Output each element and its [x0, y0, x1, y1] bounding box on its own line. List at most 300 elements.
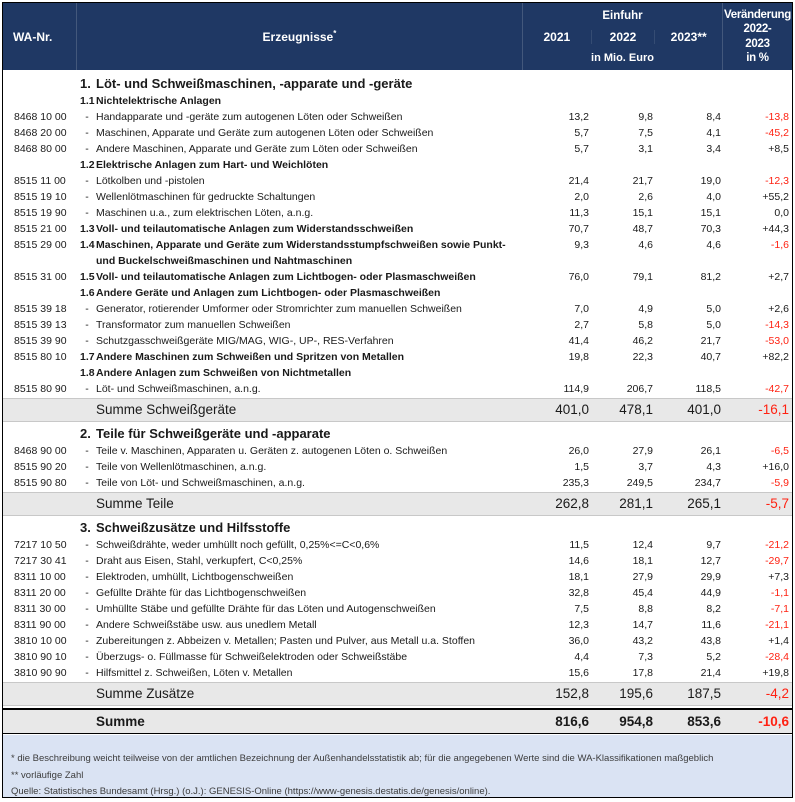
- value-change: -7,1: [770, 603, 789, 615]
- value-2023: 26,1: [700, 445, 721, 457]
- table-row: [3, 221, 792, 237]
- value-2023: 8,2: [706, 603, 721, 615]
- value-2023: 29,9: [700, 571, 721, 583]
- sum-row: [3, 492, 792, 516]
- product-label: Überzugs- o. Füllmasse für Schweißelektroden oder Schweißstäbe: [96, 651, 408, 663]
- wa-number-cell: 8311 20 00: [14, 587, 66, 599]
- value-2023: 44,9: [700, 587, 721, 599]
- value-change: -14,3: [765, 319, 789, 331]
- dash-marker: -: [85, 319, 89, 331]
- change-period-line2: 2023: [745, 37, 770, 50]
- product-cell: [76, 141, 523, 157]
- value-2021: 152,8: [555, 686, 589, 701]
- value-change: +7,3: [768, 571, 789, 583]
- value-2021: 18,1: [568, 571, 589, 583]
- table-row: [3, 141, 792, 157]
- wa-number-cell: 8468 20 00: [14, 127, 67, 139]
- product-label: Maschinen u.a., zum elektrischen Löten, a.n.g.: [96, 207, 314, 219]
- dash-marker: -: [85, 111, 89, 123]
- value-2022: 4,6: [638, 239, 653, 251]
- wa-number-cell: 8515 39 13: [14, 319, 67, 331]
- product-cell: [76, 402, 523, 418]
- sum-row: [3, 398, 792, 422]
- table-row: [3, 109, 792, 125]
- product-label: Summe Teile: [96, 496, 174, 511]
- value-2022: 22,3: [632, 351, 653, 363]
- sum-row: [3, 682, 792, 706]
- table-row: [3, 601, 792, 617]
- value-2023: 5,2: [706, 651, 721, 663]
- product-label: Zubereitungen z. Abbeizen v. Metallen; Pasten und Pulver, aus Metall u.a. Stoffen: [96, 635, 476, 647]
- product-label: Handapparate und -geräte zum autogenen Löten oder Schweißen: [96, 111, 403, 123]
- value-2021: 36,0: [568, 635, 589, 647]
- section-number: 1.8: [80, 367, 95, 379]
- section-number: 2.: [80, 426, 91, 441]
- value-2023: 3,4: [706, 143, 721, 155]
- value-2022: 206,7: [626, 383, 653, 395]
- dash-marker: -: [85, 461, 89, 473]
- wa-number-cell: 8515 90 20: [14, 461, 67, 473]
- product-cell: [76, 333, 523, 349]
- product-cell: [76, 189, 523, 205]
- footnotes-area: [3, 735, 792, 798]
- value-2021: 235,3: [562, 477, 589, 489]
- value-change: -6,5: [770, 445, 789, 457]
- table-row: [3, 381, 792, 397]
- value-2022: 7,5: [638, 127, 653, 139]
- value-change: -5,7: [765, 496, 789, 511]
- value-2023: 40,7: [700, 351, 721, 363]
- value-2022: 478,1: [619, 402, 653, 417]
- dash-marker: -: [85, 335, 89, 347]
- product-label: Teile für Schweißgeräte und -apparate: [96, 426, 331, 441]
- value-2021: 2,0: [574, 191, 589, 203]
- value-change: +19,8: [762, 667, 789, 679]
- value-2022: 43,2: [632, 635, 653, 647]
- table-row: [3, 569, 792, 585]
- subsection-heading-row: [3, 365, 792, 381]
- value-change: +1,4: [768, 635, 789, 647]
- value-change: -16,1: [758, 402, 789, 417]
- erzeugnisse-footnote-marker: *: [333, 29, 337, 38]
- table-row: [3, 585, 792, 601]
- product-label: Generator, rotierender Umformer oder Stromrichter zum manuellen Schweißen: [96, 303, 462, 315]
- wa-number-cell: 8311 30 00: [14, 603, 66, 615]
- value-2021: 26,0: [568, 445, 589, 457]
- value-2022: 3,7: [638, 461, 653, 473]
- table-row: [3, 443, 792, 459]
- erzeugnisse-label: Erzeugnisse: [262, 29, 334, 44]
- product-cell: [76, 237, 523, 269]
- value-2021: 5,7: [574, 143, 589, 155]
- table-row: [3, 649, 792, 665]
- value-2023: 9,7: [706, 539, 721, 551]
- value-2021: 2,7: [574, 319, 589, 331]
- value-2022: 48,7: [632, 223, 653, 235]
- value-2022: 79,1: [632, 271, 653, 283]
- product-label: Andere Geräte und Anlagen zum Lichtbogen- oder Plasmaschweißen: [96, 287, 441, 299]
- product-label: Schweißzusätze und Hilfsstoffe: [96, 520, 291, 535]
- wa-number-cell: 8311 90 00: [14, 619, 66, 631]
- product-cell: [76, 520, 523, 536]
- table-row: [3, 317, 792, 333]
- value-2022: 5,8: [638, 319, 653, 331]
- dash-marker: -: [85, 383, 89, 395]
- value-2021: 21,4: [568, 175, 589, 187]
- table-row: [3, 125, 792, 141]
- value-2023: 853,6: [687, 713, 721, 729]
- value-change: -28,4: [765, 651, 789, 663]
- dash-marker: -: [85, 127, 89, 139]
- dash-marker: -: [85, 207, 89, 219]
- product-label: Transformator zum manuellen Schweißen: [96, 319, 291, 331]
- section-number: [76, 686, 96, 702]
- product-label: Voll- und teilautomatische Anlagen zum Widerstandsschweißen: [96, 223, 414, 235]
- product-cell: [76, 475, 523, 491]
- dash-marker: -: [85, 651, 89, 663]
- product-label: Andere Maschinen, Apparate und Geräte zum Löten oder Schweißen: [96, 143, 418, 155]
- product-cell: [76, 601, 523, 617]
- dash-marker: -: [85, 635, 89, 647]
- table-row: [3, 617, 792, 633]
- product-cell: [76, 76, 523, 92]
- value-change: -42,7: [765, 383, 789, 395]
- product-label: Löt- und Schweißmaschinen, -apparate und -geräte: [96, 76, 413, 91]
- value-2021: 76,0: [568, 271, 589, 283]
- section-heading-row: [3, 517, 792, 537]
- value-2022: 281,1: [619, 496, 653, 511]
- value-2022: 7,3: [638, 651, 653, 663]
- product-label: Elektroden, umhüllt, Lichtbogenschweißen: [96, 571, 294, 583]
- value-2023: 4,1: [706, 127, 721, 139]
- wa-number-cell: 8311 10 00: [14, 571, 66, 583]
- wa-number-cell: 3810 90 90: [14, 667, 67, 679]
- product-label: Andere Maschinen zum Schweißen und Spritzen von Metallen: [96, 351, 405, 363]
- wa-number-cell: 8515 11 00: [14, 175, 66, 187]
- product-cell: [76, 381, 523, 397]
- value-2022: 27,9: [632, 571, 653, 583]
- dash-marker: -: [85, 555, 89, 567]
- section-number: 1.2: [80, 159, 95, 171]
- wa-number-cell: 8468 10 00: [14, 111, 67, 123]
- product-cell: [76, 686, 523, 702]
- value-2021: 13,2: [568, 111, 589, 123]
- value-change: -29,7: [765, 555, 789, 567]
- wa-number-cell: 8515 29 00: [14, 239, 67, 251]
- product-cell: [76, 553, 523, 569]
- product-label: Elektrische Anlagen zum Hart- und Weichlöten: [96, 159, 329, 171]
- value-change: -5,9: [770, 477, 789, 489]
- section-number: 1.: [80, 76, 91, 91]
- value-change: -12,3: [765, 175, 789, 187]
- value-2021: 4,4: [574, 651, 589, 663]
- product-label: Andere Anlagen zum Schweißen von Nichtmetallen: [96, 367, 352, 379]
- product-label: Summe Schweißgeräte: [96, 402, 237, 417]
- value-2023: 11,6: [701, 619, 721, 631]
- table-row: [3, 459, 792, 475]
- section-number: 3.: [80, 520, 91, 535]
- table-row: [3, 537, 792, 553]
- value-2023: 19,0: [700, 175, 721, 187]
- value-2023: 81,2: [700, 271, 721, 283]
- value-2023: 401,0: [687, 402, 721, 417]
- table-row: [3, 269, 792, 285]
- value-2022: 15,1: [632, 207, 653, 219]
- value-2021: 7,5: [574, 603, 589, 615]
- value-2022: 9,8: [638, 111, 653, 123]
- product-label: Teile von Löt- und Schweißmaschinen, a.n.g.: [96, 477, 305, 489]
- value-2022: 954,8: [619, 713, 653, 729]
- value-2021: 11,5: [569, 539, 589, 551]
- value-2021: 11,3: [569, 207, 589, 219]
- col-group-einfuhr: [522, 3, 722, 70]
- footnote-double-asterisk: ** vorläufige Zahl: [11, 769, 84, 781]
- value-2022: 27,9: [632, 445, 653, 457]
- value-2022: 14,7: [632, 619, 653, 631]
- product-cell: [76, 633, 523, 649]
- product-cell: [76, 173, 523, 189]
- table-row: [3, 475, 792, 491]
- wa-number-cell: 8468 80 00: [14, 143, 67, 155]
- dash-marker: -: [85, 587, 89, 599]
- value-2021: 816,6: [555, 713, 589, 729]
- value-2021: 401,0: [555, 402, 589, 417]
- value-2023: 4,3: [706, 461, 721, 473]
- value-2023: 265,1: [687, 496, 721, 511]
- value-2022: 195,6: [619, 686, 653, 701]
- value-change: +55,2: [762, 191, 789, 203]
- table-row: [3, 205, 792, 221]
- unit-label: in Mio. Euro: [591, 52, 654, 64]
- section-number: 1.5: [80, 271, 95, 283]
- dash-marker: -: [85, 477, 89, 489]
- product-label: Hilfsmittel z. Schweißen, Löten v. Metallen: [96, 667, 293, 679]
- product-label: Schweißdrähte, weder umhüllt noch gefüllt, 0,25%<=C<0,6%: [96, 539, 380, 551]
- wa-number-cell: 7217 30 41: [14, 555, 67, 567]
- product-cell: [76, 714, 523, 730]
- product-cell: [76, 585, 523, 601]
- value-2021: 70,7: [568, 223, 589, 235]
- value-2023: 5,0: [706, 319, 721, 331]
- product-cell: [76, 269, 523, 285]
- product-cell: [76, 301, 523, 317]
- subsection-heading-row: [3, 93, 792, 109]
- table-row: [3, 237, 792, 269]
- value-2023: 5,0: [706, 303, 721, 315]
- value-2021: 32,8: [568, 587, 589, 599]
- product-cell: [76, 285, 523, 301]
- product-cell: [76, 109, 523, 125]
- value-change: -10,6: [758, 713, 789, 729]
- value-change: -21,1: [765, 619, 789, 631]
- grand-total-row: [3, 708, 792, 734]
- change-period-line1: 2022-: [743, 23, 772, 36]
- value-2023: 187,5: [687, 686, 721, 701]
- table-row: [3, 173, 792, 189]
- wa-number-cell: 8515 80 90: [14, 383, 67, 395]
- product-cell: [76, 221, 523, 237]
- product-label: Wellenlötmaschinen für gedruckte Schaltungen: [96, 191, 316, 203]
- table-row: [3, 349, 792, 365]
- section-heading-row: [3, 423, 792, 443]
- product-label: Andere Schweißstäbe usw. aus unedlem Metall: [96, 619, 317, 631]
- product-label: Teile von Wellenlötmaschinen, a.n.g.: [96, 461, 267, 473]
- col-header-erzeugnisse: [76, 3, 522, 70]
- value-change: -53,0: [765, 335, 789, 347]
- value-2021: 9,3: [574, 239, 589, 251]
- product-label: Nichtelektrische Anlagen: [96, 95, 222, 107]
- value-2021: 5,7: [574, 127, 589, 139]
- product-cell: [76, 93, 523, 109]
- section-number: 1.4: [80, 239, 95, 251]
- value-2021: 1,5: [574, 461, 589, 473]
- value-2021: 12,3: [568, 619, 589, 631]
- product-label: Summe: [96, 713, 145, 729]
- value-2021: 14,6: [568, 555, 589, 567]
- value-change: +2,6: [768, 303, 789, 315]
- value-2022: 17,8: [632, 667, 653, 679]
- value-change: -13,8: [765, 111, 789, 123]
- value-2023: 234,7: [694, 477, 721, 489]
- wa-number-cell: 8515 19 90: [14, 207, 67, 219]
- wa-number-cell: 8468 90 00: [14, 445, 67, 457]
- value-2021: 15,6: [568, 667, 589, 679]
- table-row: [3, 665, 792, 681]
- subsection-heading-row: [3, 285, 792, 301]
- value-2023: 43,8: [700, 635, 721, 647]
- footnote-source: Quelle: Statistisches Bundesamt (Hrsg.) (o.J.): GENESIS-Online (https://www-genesis.destatis.de/genesis/online).: [11, 786, 491, 797]
- value-2023: 21,7: [700, 335, 721, 347]
- wa-number-cell: 7217 10 50: [14, 539, 67, 551]
- value-2023: 70,3: [700, 223, 721, 235]
- value-change: -4,2: [765, 686, 789, 701]
- value-2023: 15,1: [700, 207, 721, 219]
- value-change: +82,2: [762, 351, 789, 363]
- table-row: [3, 189, 792, 205]
- einfuhr-group-label: Einfuhr: [602, 10, 643, 22]
- value-2021: 19,8: [568, 351, 589, 363]
- value-2021: 7,0: [574, 303, 589, 315]
- dash-marker: -: [85, 539, 89, 551]
- value-2022: 21,7: [632, 175, 653, 187]
- product-label: Gefüllte Drähte für das Lichtbogenschweißen: [96, 587, 307, 599]
- value-2022: 4,9: [638, 303, 653, 315]
- value-change: -21,2: [765, 539, 789, 551]
- product-cell: [76, 125, 523, 141]
- value-2023: 118,5: [695, 383, 721, 395]
- wa-number-cell: 3810 10 00: [14, 635, 67, 647]
- product-label: Draht aus Eisen, Stahl, verkupfert, C<0,25%: [96, 555, 303, 567]
- product-label: Schutzgasschweißgeräte MIG/MAG, WIG-, UP-, RES-Verfahren: [96, 335, 394, 347]
- value-change: 0,0: [774, 207, 789, 219]
- product-cell: [76, 365, 523, 381]
- table-header: [3, 3, 792, 70]
- wa-number-cell: 8515 31 00: [14, 271, 67, 283]
- change-unit-label: in %: [746, 51, 769, 64]
- table-row: [3, 333, 792, 349]
- col-header-2023: 2023**: [654, 30, 722, 44]
- product-cell: [76, 665, 523, 681]
- dash-marker: -: [85, 603, 89, 615]
- col-header-2021: 2021: [543, 30, 571, 44]
- value-change: -1,6: [770, 239, 789, 251]
- dash-marker: -: [85, 175, 89, 187]
- table-row: [3, 301, 792, 317]
- value-2023: 4,6: [706, 239, 721, 251]
- wa-number-cell: 8515 21 00: [14, 223, 67, 235]
- product-cell: [76, 617, 523, 633]
- product-cell: [76, 496, 523, 512]
- value-change: +16,0: [762, 461, 789, 473]
- value-2023: 4,0: [706, 191, 721, 203]
- value-2021: 262,8: [555, 496, 589, 511]
- change-label: Veränderung: [724, 9, 791, 21]
- product-cell: [76, 157, 523, 173]
- section-number: 1.6: [80, 287, 95, 299]
- product-label: Löt- und Schweißmaschinen, a.n.g.: [96, 383, 261, 395]
- value-2021: 114,9: [563, 383, 589, 395]
- value-2022: 12,4: [632, 539, 653, 551]
- import-statistics-table: [2, 2, 793, 798]
- value-change: -1,1: [770, 587, 789, 599]
- value-2023: 12,7: [700, 555, 721, 567]
- wa-number-cell: 8515 90 80: [14, 477, 67, 489]
- value-change: +44,3: [762, 223, 789, 235]
- product-label: Maschinen, Apparate und Geräte zum Widerstandsstumpfschweißen sowie Punkt- und Buckelschweißmaschinen und Nahtmaschinen: [96, 239, 506, 267]
- value-change: +8,5: [768, 143, 789, 155]
- value-2023: 21,4: [700, 667, 721, 679]
- col-header-change: [722, 3, 792, 70]
- col-header-2022: 2022: [591, 30, 655, 44]
- value-2022: 2,6: [638, 191, 653, 203]
- col-header-wa-nr: WA-Nr.: [13, 29, 53, 44]
- value-change: -45,2: [765, 127, 789, 139]
- product-label: Voll- und teilautomatische Anlagen zum Lichtbogen- oder Plasmaschweißen: [96, 271, 476, 283]
- product-label: Teile v. Maschinen, Apparaten u. Geräten z. autogenen Löten o. Schweißen: [96, 445, 448, 457]
- wa-number-cell: 8515 80 10: [14, 351, 67, 363]
- product-label: Maschinen, Apparate und Geräte zum autogenen Löten oder Schweißen: [96, 127, 434, 139]
- dash-marker: -: [85, 303, 89, 315]
- section-number: [76, 496, 96, 512]
- product-label: Lötkolben und -pistolen: [96, 175, 205, 187]
- dash-marker: -: [85, 191, 89, 203]
- table-body: [3, 70, 792, 735]
- section-heading-row: [3, 73, 792, 93]
- wa-number-cell: 3810 90 10: [14, 651, 67, 663]
- product-cell: [76, 569, 523, 585]
- section-number: [76, 402, 96, 418]
- value-change: +2,7: [768, 271, 789, 283]
- product-cell: [76, 426, 523, 442]
- product-label: Summe Zusätze: [96, 686, 195, 701]
- dash-marker: -: [85, 143, 89, 155]
- table-row: [3, 633, 792, 649]
- product-cell: [76, 537, 523, 553]
- wa-number-cell: 8515 39 18: [14, 303, 67, 315]
- product-cell: [76, 443, 523, 459]
- year-header-row: [523, 30, 722, 44]
- section-number: 1.3: [80, 223, 95, 235]
- value-2023: 8,4: [706, 111, 721, 123]
- subsection-heading-row: [3, 157, 792, 173]
- section-number: 1.7: [80, 351, 95, 363]
- value-2022: 46,2: [632, 335, 653, 347]
- product-cell: [76, 349, 523, 365]
- section-number: 1.1: [80, 95, 95, 107]
- value-2021: 41,4: [568, 335, 589, 347]
- product-label: Umhüllte Stäbe und gefüllte Drähte für das Löten und Autogenschweißen: [96, 603, 436, 615]
- dash-marker: -: [85, 445, 89, 457]
